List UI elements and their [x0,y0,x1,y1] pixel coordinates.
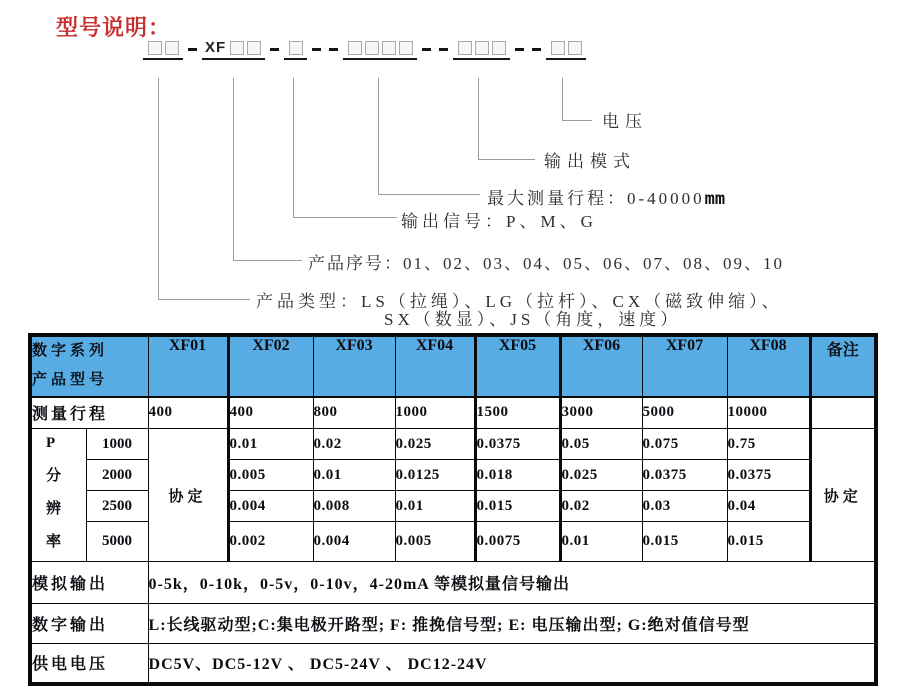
spec-table [28,333,878,686]
callout-output-signal: 输出信号：P、M、G [401,212,597,231]
p-resolution-stack [32,429,86,557]
cell-2000-xf02: 0.005 [228,460,313,491]
code-box [348,41,362,55]
corner-line-2: 产品型号 [32,372,109,389]
leader-output-mode-horizontal [478,159,535,160]
cell-1000-xf03: 0.02 [313,429,395,460]
cell-2000-xf06: 0.025 [560,460,642,491]
cell-1000-xf04: 0.025 [395,429,475,460]
digital-output-content: L:长线驱动型;C:集电极开路型; F: 推挽信号型; E: 电压输出型; G:绝对值信号型 [148,604,876,644]
remark-agreement-cell: 协定 [810,429,876,562]
dash-separator [188,48,197,51]
travel-value-xf08: 10000 [727,397,810,429]
cell-2000-xf04: 0.0125 [395,460,475,491]
callout-max-travel-unit: mm [704,189,726,209]
resolution-sub-5000: 5000 [86,522,148,562]
callout-max-travel [487,184,725,209]
resolution-row-1000 [30,429,876,460]
travel-value-xf07: 5000 [642,397,727,429]
code-box [382,41,396,55]
cell-2500-xf03: 0.008 [313,491,395,522]
code-group-2 [202,41,265,60]
cell-1000-xf05: 0.0375 [475,429,560,460]
col-header-remark: 备注 [810,335,876,397]
code-box [148,41,162,55]
xf01-agreement-cell: 协定 [148,429,228,562]
leader-product-type-vertical [158,78,159,300]
dash-separator [439,48,448,51]
dash-separator [270,48,279,51]
col-header-xf07: XF07 [642,335,727,397]
code-group-0 [143,41,183,60]
cell-5000-xf06: 0.01 [560,522,642,562]
p-resolution-label [30,429,86,562]
p-char-0: P [46,435,56,451]
code-box [399,41,413,55]
code-box [551,41,565,55]
table-header-row [30,335,876,397]
travel-value-xf02: 400 [228,397,313,429]
cell-2500-xf07: 0.03 [642,491,727,522]
cell-2500-xf05: 0.015 [475,491,560,522]
leader-output-mode-vertical [478,78,479,160]
leader-product-type-horizontal [158,299,250,300]
travel-value-xf03: 800 [313,397,395,429]
cell-1000-xf08: 0.75 [727,429,810,460]
cell-2000-xf08: 0.0375 [727,460,810,491]
cell-5000-xf07: 0.015 [642,522,727,562]
analog-output-label: 模拟输出 [30,562,148,604]
leader-voltage-vertical [562,78,563,121]
p-char-3: 率 [46,534,62,550]
travel-label: 测量行程 [30,397,148,429]
p-char-1: 分 [46,468,62,484]
callout-voltage: 电压 [602,112,648,131]
power-supply-row [30,644,876,684]
leader-output-signal-vertical [293,78,294,218]
col-header-xf04: XF04 [395,335,475,397]
p-char-2: 辨 [46,501,62,517]
code-group-6 [343,41,417,60]
code-box [458,41,472,55]
cell-5000-xf05: 0.0075 [475,522,560,562]
col-header-xf02: XF02 [228,335,313,397]
leader-product-serial-horizontal [233,260,302,261]
code-box [492,41,506,55]
code-group-10 [546,41,586,60]
digital-output-label: 数字输出 [30,604,148,644]
cell-2000-xf07: 0.0375 [642,460,727,491]
power-supply-content: DC5V、DC5-12V 、 DC5-24V 、 DC12-24V [148,644,876,684]
leader-max-travel-vertical [378,78,379,195]
col-header-xf03: XF03 [313,335,395,397]
page-title: 型号说明： [56,15,172,40]
code-box [365,41,379,55]
code-box [475,41,489,55]
power-supply-label: 供电电压 [30,644,148,684]
cell-2000-xf03: 0.01 [313,460,395,491]
code-box [289,41,303,55]
code-box [568,41,582,55]
cell-2500-xf02: 0.004 [228,491,313,522]
code-box [230,41,244,55]
travel-value-xf05: 1500 [475,397,560,429]
travel-value-xf06: 3000 [560,397,642,429]
callout-product-type-line1: 产品类型：LS（拉绳）、LG（拉杆）、CX（磁致伸缩）、 [256,292,783,311]
leader-product-serial-vertical [233,78,234,261]
cell-5000-xf04: 0.005 [395,522,475,562]
analog-output-content: 0-5k，0-10k，0-5v，0-10v，4-20mA 等模拟量信号输出 [148,562,876,604]
leader-output-signal-horizontal [293,217,397,218]
analog-output-row [30,562,876,604]
resolution-sub-1000: 1000 [86,429,148,460]
cell-5000-xf08: 0.015 [727,522,810,562]
dash-separator [532,48,541,51]
dash-separator [312,48,321,51]
col-header-xf05: XF05 [475,335,560,397]
col-header-xf08: XF08 [727,335,810,397]
dash-separator [422,48,431,51]
code-box [247,41,261,55]
cell-2500-xf06: 0.02 [560,491,642,522]
col-header-xf01: XF01 [148,335,228,397]
code-group-8 [453,41,510,60]
digital-output-row [30,604,876,644]
travel-remark [810,397,876,429]
travel-value-xf04: 1000 [395,397,475,429]
table-corner-label [30,335,148,397]
callout-output-mode: 输出模式 [544,152,636,171]
code-prefix-text: XF [205,39,227,56]
leader-voltage-horizontal [562,120,592,121]
callout-product-type-line2: SX（数显）、JS（角度，速度） [384,310,682,329]
cell-5000-xf02: 0.002 [228,522,313,562]
code-box [165,41,179,55]
cell-5000-xf03: 0.004 [313,522,395,562]
resolution-sub-2500: 2500 [86,491,148,522]
dash-separator [515,48,524,51]
code-group-4 [284,41,307,60]
col-header-xf06: XF06 [560,335,642,397]
travel-value-xf01: 400 [148,397,228,429]
corner-line-1: 数字系列 [32,343,109,359]
cell-1000-xf06: 0.05 [560,429,642,460]
cell-1000-xf02: 0.01 [228,429,313,460]
model-code-line [142,41,587,60]
cell-2000-xf05: 0.018 [475,460,560,491]
cell-1000-xf07: 0.075 [642,429,727,460]
cell-2500-xf08: 0.04 [727,491,810,522]
callout-product-serial: 产品序号：01、02、03、04、05、06、07、08、09、10 [308,254,784,273]
travel-row [30,397,876,429]
resolution-sub-2000: 2000 [86,460,148,491]
cell-2500-xf04: 0.01 [395,491,475,522]
leader-max-travel-horizontal [378,194,480,195]
callout-max-travel-text: 最大测量行程：0-40000 [487,189,705,208]
dash-separator [329,48,338,51]
